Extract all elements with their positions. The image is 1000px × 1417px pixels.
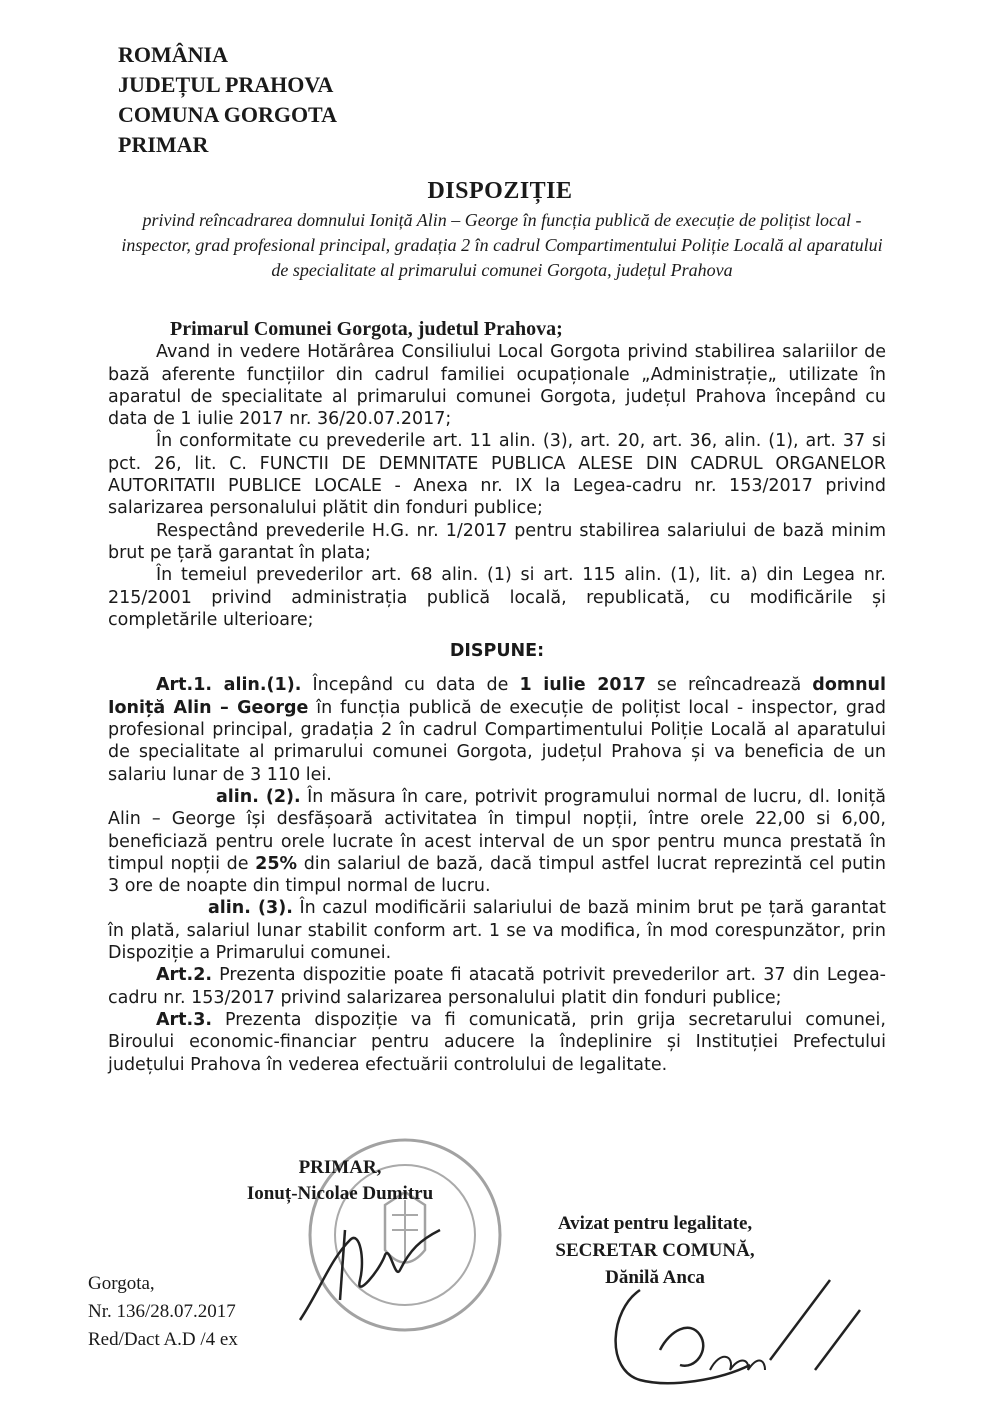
dispune-heading: DISPUNE:	[449, 641, 545, 662]
art2	[108, 964, 886, 1009]
preamble-heading: Primarul Comunei Gorgota, judetul Prahova;	[170, 318, 563, 340]
art3-label: Art.3.	[156, 1009, 213, 1030]
art1-alin1-name: domnul Ioniță Alin – George	[108, 675, 886, 718]
preamble-paragraph-4: În temeiul prevederilor art. 68 alin. (1) si art. 115 alin. (1), lit. a) din Legea nr. 215/2001 privind administrația publică locală, republicată, cu modificările și completările ulterioare;	[108, 565, 886, 630]
art1-alin1-text-b: se reîncadrează	[645, 675, 813, 696]
document-subtitle: privind reîncadrarea domnului Ioniță Alin – George în funcția publică de execuție de polițist local - inspector, grad profesional principal, gradația 2 în cadrul Compartimentului Poliție Locală al aparatului de specialitate al primarului comunei Gorgota, județul Prahova	[121, 210, 883, 280]
art1-alin3-label: alin. (3).	[208, 898, 293, 919]
secretary-endorsement: Avizat pentru legalitate,	[557, 1213, 753, 1234]
footer-number: Nr. 136/28.07.2017	[88, 1301, 236, 1322]
secretary-name: Dănilă Anca	[605, 1267, 705, 1288]
art1-alin1-label: Art.1. alin.(1).	[156, 675, 302, 696]
secretary-role: SECRETAR COMUNĂ,	[555, 1240, 755, 1261]
art3	[108, 1009, 886, 1076]
footer-typist: Red/Dact A.D /4 ex	[88, 1329, 238, 1350]
preamble-paragraph-1: Avand in vedere Hotărârea Consiliului Local Gorgota privind stabilirea salariilor de bază aferente funcțiilor din cadrul familiei ocupaționale „Administrație„ utilizate în aparatul de specialitate al primarului comunei Gorgota, județul Prahova începând cu data de 1 iulie 2017 nr. 36/20.07.2017;	[108, 342, 886, 430]
preamble-paragraph-2: În conformitate cu prevederile art. 11 alin. (3), art. 20, art. 36, alin. (1), art. 37 si pct. 26, lit. C. FUNCTII DE DEMNITATE PUBLICA ALESE DIN CADRUL ORGANELOR AUTORITATII PUBLICE LOCALE - Anexa nr. IX la Legea-cadru nr. 153/2017 privind salarizarea personalului plătit din fonduri publice;	[108, 431, 886, 519]
mayor-signature-block	[210, 1155, 470, 1207]
art1-alin1	[108, 674, 886, 785]
secretary-signature-block	[505, 1210, 805, 1291]
art1-alin2-text-a: În măsura în care, potrivit programului normal de lucru, dl. Ioniță Alin – George își desfășoară activitatea în timpul nopții, între orele 22,00 si 6,00, beneficiază pentru orele lucrate în acest interval de un spor pentru munca prestată în timpul nopții de	[108, 786, 886, 874]
art2-label: Art.2.	[156, 965, 213, 986]
header-office: PRIMAR	[118, 132, 209, 157]
mayor-name: Ionuț-Nicolae Dumitru	[246, 1183, 434, 1204]
art3-text: Prezenta dispoziție va fi comunicată, prin grija secretarului comunei, Biroului economic-financiar pentru aducere la îndeplinire și Instituției Prefectului județului Prahova în vederea efectuării controlului de legalitate.	[108, 1009, 886, 1075]
mayor-signature	[290, 1200, 490, 1330]
art1-alin2-label: alin. (2).	[216, 786, 301, 807]
document-body	[108, 318, 886, 1076]
art1-alin2-percent: 25%	[255, 853, 298, 874]
header-commune: COMUNA GORGOTA	[118, 102, 337, 127]
header-county: JUDEȚUL PRAHOVA	[118, 72, 334, 97]
document-header	[118, 40, 337, 160]
art1-alin2-text-b: din salariul de bază, dacă timpul astfel lucrat reprezintă cel putin 3 ore de noapte din timpul normal de lucru.	[108, 853, 886, 897]
header-country: ROMÂNIA	[118, 42, 228, 67]
mayor-role: PRIMAR,	[298, 1157, 382, 1178]
document-footer	[88, 1270, 238, 1354]
art1-alin2	[108, 786, 886, 897]
document-title: DISPOZIȚIE	[427, 178, 573, 204]
footer-place: Gorgota,	[88, 1273, 155, 1294]
art1-alin3-text: În cazul modificării salariului de bază minim brut pe țară garantat în plată, salariul lunar stabilit conform art. 1 se va modifica, în mod corespunzător, prin Dispoziție a Primarului comunei.	[108, 898, 886, 964]
art2-text: Prezenta dispozitie poate fi atacată potrivit prevederilor art. 37 din Legea-cadru nr. 153/2017 privind salarizarea personalului platit din fonduri publice;	[108, 965, 886, 1008]
preamble-paragraph-3: Respectând prevederile H.G. nr. 1/2017 pentru stabilirea salariului de bază minim brut pe țară garantat în plata;	[108, 520, 886, 563]
art1-alin1-text-c: în funcția publică de execuție de polițist local - inspector, grad profesional principal, gradația 2 în cadrul Compartimentului Poliție Locală al aparatului de specialitate al primarului comunei Gorgota, județul Prahova și va beneficia de un salariu lunar de 3 110 lei.	[108, 697, 886, 785]
art1-alin3	[108, 897, 886, 964]
art1-alin1-text-a: Începând cu data de	[301, 675, 520, 696]
art1-alin1-date: 1 iulie 2017	[519, 675, 646, 696]
